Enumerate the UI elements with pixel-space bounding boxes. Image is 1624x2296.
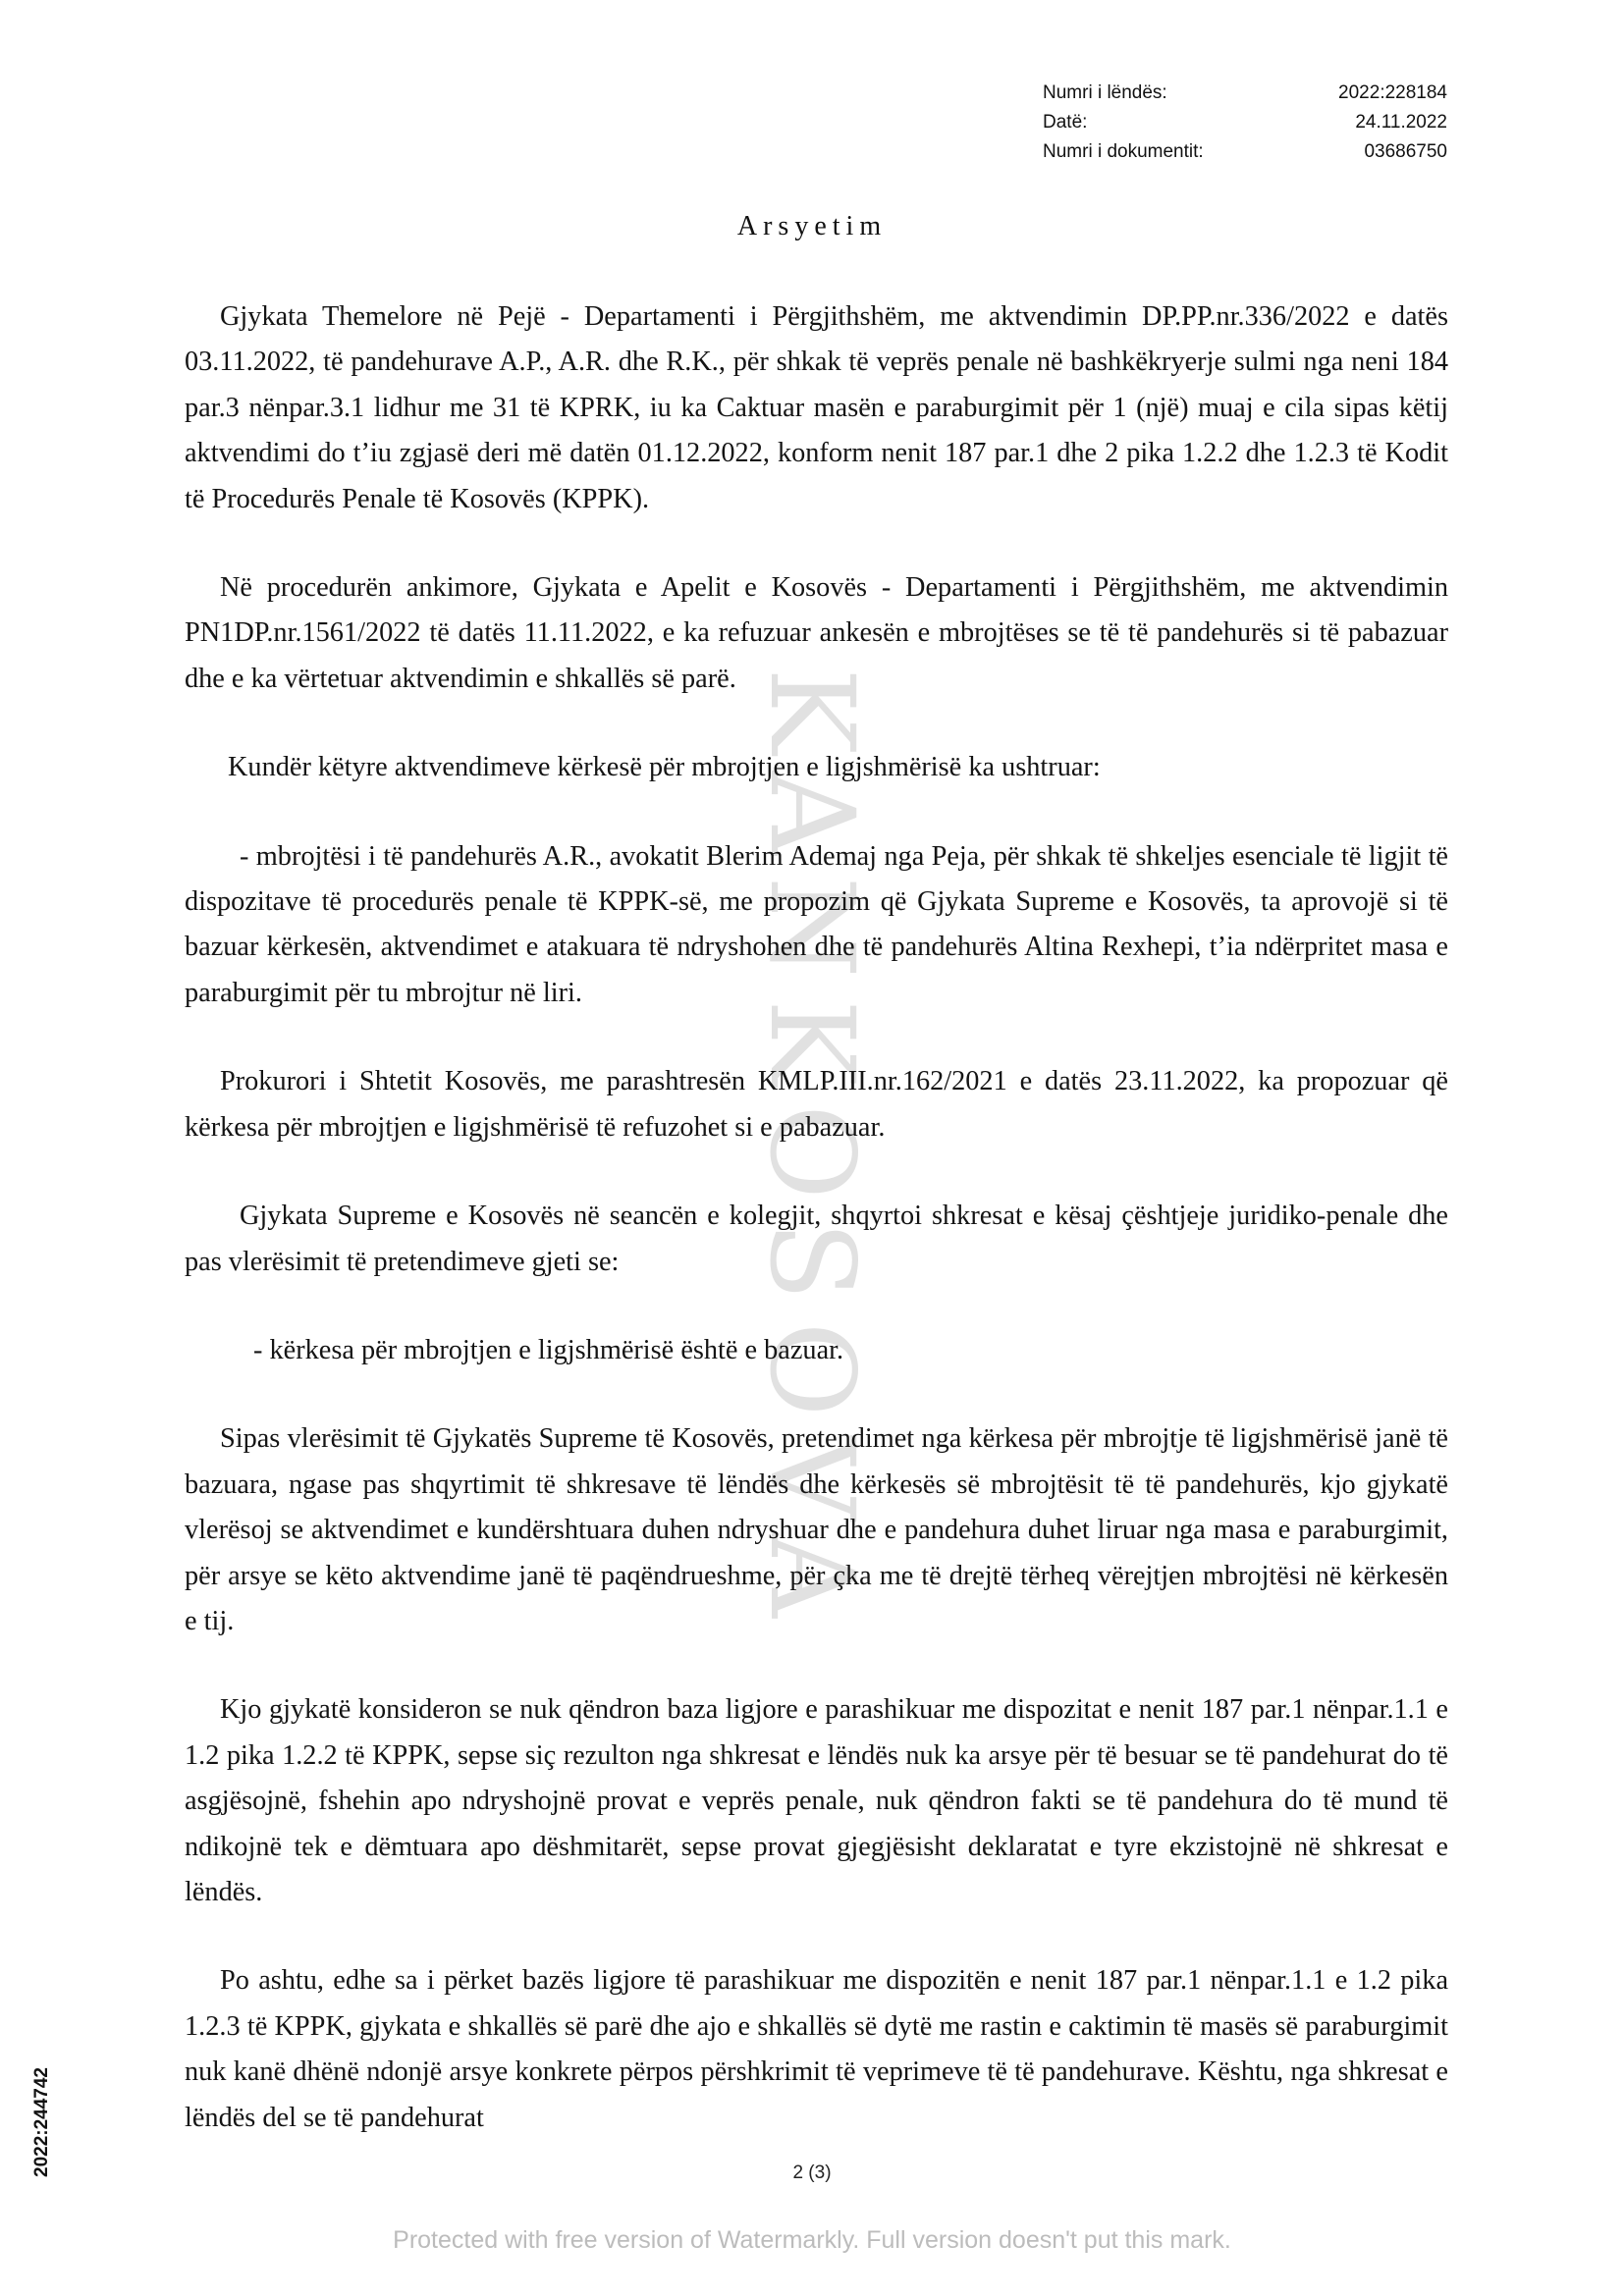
meta-value: 03686750: [1364, 141, 1447, 162]
side-document-id: 2022:244742: [31, 2067, 52, 2177]
paragraph: Po ashtu, edhe sa i përket bazës ligjore të parashikuar me dispozitën e nenit 187 par.1 nënpar.1.1 e 1.2 pika 1.2.3 të KPPK, gjykata e shkallës së parë dhe ajo e shkallës së dytë me rastin e caktimin të masës së paraburgimit nuk kanë dhënë ndonjë arsye konkrete përpos përshkrimit të veprimeve të të pandehurave. Kështu, nga shkresat e lëndës del se të pandehurat: [185, 1965, 1448, 2133]
watermark-text: KANKOSOVA: [744, 667, 880, 1639]
meta-row-document-number: [1043, 137, 1447, 167]
paragraph: Kundër këtyre aktvendimeve kërkesë për mbrojtjen e ligjshmërisë ka ushtruar:: [228, 752, 1101, 783]
document-body: [185, 294, 1448, 2141]
meta-value: 24.11.2022: [1355, 112, 1447, 133]
case-metadata: [1043, 79, 1447, 167]
page-number: 2 (3): [792, 2163, 832, 2183]
paragraph: Gjykata Themelore në Pejë - Departamenti i Përgjithshëm, me aktvendimin DP.PP.nr.336/2022 e datës 03.11.2022, të pandehurave A.P., A.R. dhe R.K., për shkak të veprës penale në bashkëkryerje sulmi nga neni 184 par.3 nënpar.3.1 lidhur me 31 të KPRK, iu ka Caktuar masën e paraburgimit për 1 (një) muaj e cila sipas këtij aktvendimi do t’iu zgjasë deri më datën 01.12.2022, konform nenit 187 par.1 dhe 2 pika 1.2.2 dhe 1.2.3 të Kodit të Procedurës Penale të Kosovës (KPPK).: [185, 301, 1448, 514]
paragraph: Në procedurën ankimore, Gjykata e Apelit e Kosovës - Departamenti i Përgjithshëm, me aktvendimin PN1DP.nr.1561/2022 të datës 11.11.2022, e ka refuzuar ankesën e mbrojtëses se të të pandehurës si të pabazuar dhe e ka vërtetuar aktvendimin e shkallës së parë.: [185, 572, 1448, 694]
paragraph: Prokurori i Shtetit Kosovës, me parashtresën KMLP.III.nr.162/2021 e datës 23.11.2022, ka propozuar që kërkesa për mbrojtjen e ligjshmërisë të refuzohet si e pabazuar.: [185, 1066, 1448, 1143]
document-title: Arsyetim: [736, 211, 888, 241]
meta-value: 2022:228184: [1338, 82, 1447, 103]
paragraph: Gjykata Supreme e Kosovës në seancën e kolegjit, shqyrtoi shkresat e kësaj çështjeje juridiko-penale dhe pas vlerësimit të pretendimeve gjeti se:: [185, 1201, 1448, 1277]
paragraph: Sipas vlerësimit të Gjykatës Supreme të Kosovës, pretendimet nga kërkesa për mbrojtje të ligjshmërisë janë të bazuara, ngase pas shqyrtimit të shkresave të lëndës dhe kërkesës së mbrojtësit të të pandehurës, kjo gjykatë vlerësoj se aktvendimet e kundërshtuara duhen ndryshuar dhe e pandehura duhet liruar nga masa e paraburgimit, për arsye se këto aktvendime janë të paqëndrueshme, për çka me të drejtë tërheq vërejtjen mbrojtësi në kërkesën e tij.: [185, 1423, 1448, 1636]
watermark-notice: Protected with free version of Watermarkly. Full version doesn't put this mark.: [393, 2226, 1231, 2254]
paragraph: - kërkesa për mbrojtjen e ligjshmërisë është e bazuar.: [253, 1334, 844, 1365]
meta-row-date: [1043, 108, 1447, 137]
paragraph: - mbrojtësi i të pandehurës A.R., avokatit Blerim Ademaj nga Peja, për shkak të shkeljes esenciale të ligjit të dispozitave të procedurës penale të KPPK-së, me propozim që Gjykata Supreme e Kosovës, ta aprovojë si të bazuar kërkesën, aktvendimet e atakuara të ndryshohen dhe të pandehurës Altina Rexhepi, t’ia ndërpritet masa e paraburgimit për tu mbrojtur në liri.: [185, 840, 1448, 1008]
meta-row-case-number: [1043, 79, 1447, 108]
meta-label: Datë:: [1043, 112, 1088, 133]
meta-label: Numri i lëndës:: [1043, 82, 1167, 103]
paragraph: Kjo gjykatë konsideron se nuk qëndron baza ligjore e parashikuar me dispozitat e nenit 187 par.1 nënpar.1.1 e 1.2 pika 1.2.2 të KPPK, sepse siç rezulton nga shkresat e lëndës nuk ka arsye për të besuar se të pandehurat do të asgjësojnë, fshehin apo ndryshojnë provat e veprës penale, nuk qëndron fakti se të pandehura do të mund të ndikojnë tek e dëmtuara apo dëshmitarët, sepse provat gjegjësisht deklaratat e tyre ekzistojnë në shkresat e lëndës.: [185, 1694, 1448, 1907]
meta-label: Numri i dokumentit:: [1043, 141, 1204, 162]
